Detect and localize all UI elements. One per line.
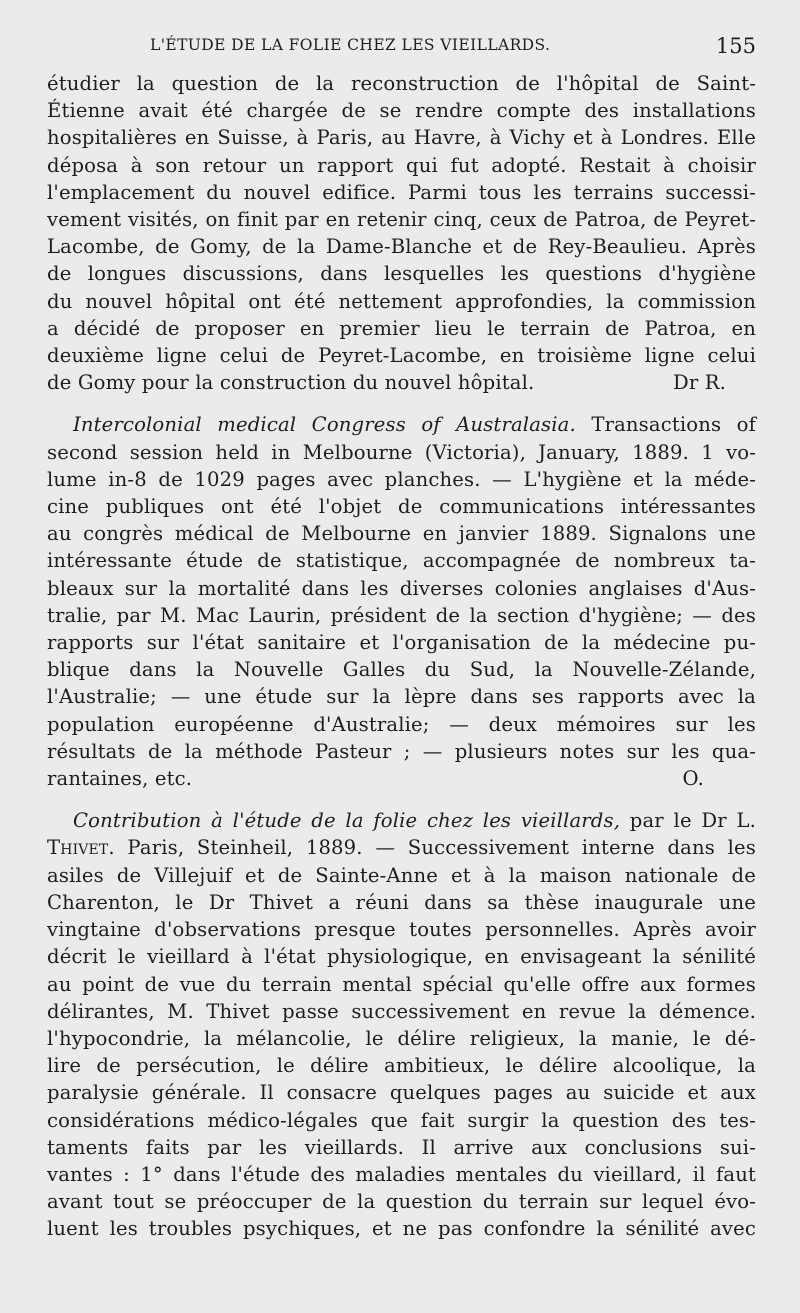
paragraph-intercolonial-congress (47, 411, 756, 792)
text-line: tralie, par M. Mac Laurin, président de la section d'hygiène; — des (47, 603, 756, 627)
text-line: hospitalières en Suisse, à Paris, au Havre, à Vichy et à Londres. Elle (47, 126, 756, 150)
text-line: taments faits par les vieillards. Il arrive aux conclusions sui- (47, 1135, 756, 1159)
text-line: intéressante étude de statistique, accompagnée de nombreux ta- (47, 549, 756, 573)
publication-title: Contribution à l'étude de la folie chez les vieillards, (73, 809, 621, 833)
text-line: de longues discussions, dans lesquelles les questions d'hygiène (47, 262, 756, 286)
text-line: de Gomy pour la construction du nouvel hôpital. (47, 371, 535, 395)
text-line: lume in-8 de 1029 pages avec planches. — L'hygiène et la méde- (47, 467, 756, 491)
text-line: Lacombe, de Gomy, de la Dame-Blanche et de Rey-Beaulieu. Après (47, 235, 756, 259)
text-line: avant tout se préoccuper de la question du terrain sur lequel évo- (47, 1190, 756, 1214)
text-line: population européenne d'Australie; — deux mémoires sur les (47, 712, 756, 736)
running-header (47, 34, 756, 64)
text-line: cine publiques ont été l'objet de communications intéressantes (47, 495, 756, 519)
text-line: asiles de Villejuif et de Sainte-Anne et à la maison nationale de (47, 863, 756, 887)
signature-line (47, 765, 756, 792)
text-line: paralysie générale. Il consacre quelques pages au suicide et aux (47, 1081, 756, 1105)
text-line: vement visités, on finit par en retenir cinq, ceux de Patroa, de Peyret- (47, 208, 756, 232)
text-line: bleaux sur la mortalité dans les diverses colonies anglaises d'Aus- (47, 576, 756, 600)
signature-line (47, 369, 756, 396)
text-line: délirantes, M. Thivet passe successivement en revue la démence. (47, 999, 756, 1023)
paragraph-folie-vieillards (47, 807, 756, 1242)
text-line: étudier la question de la reconstruction de l'hôpital de Saint- (47, 72, 756, 95)
text-line: du nouvel hôpital ont été nettement approfondies, la commission (47, 289, 756, 313)
text-line: blique dans la Nouvelle Galles du Sud, la Nouvelle-Zélande, (47, 658, 756, 682)
text-line: rantaines, etc. (47, 767, 193, 791)
text-fragment: . Paris, Steinheil, 1889. — Successivement interne dans les (108, 836, 756, 860)
paragraph-hospital-report (47, 70, 756, 396)
text-line (47, 834, 756, 861)
author-signature: O. (682, 767, 704, 791)
text-fragment: Transactions of (575, 413, 757, 437)
text-line: l'Australie; — une étude sur la lèpre dans ses rapports avec la (47, 685, 756, 709)
text-line: Charenton, le Dr Thivet a réuni dans sa thèse inaugurale une (47, 890, 756, 914)
text-line: luent les troubles psychiques, et ne pas confondre la sénilité avec (47, 1217, 756, 1241)
text-line: lire de persécution, le délire ambitieux, le délire alcoolique, la (47, 1054, 756, 1078)
text-line: a décidé de proposer en premier lieu le terrain de Patroa, en (47, 316, 756, 340)
text-line: déposa à son retour un rapport qui fut adopté. Restait à choisir (47, 153, 756, 177)
text-line: l'hypocondrie, la mélancolie, le délire religieux, la manie, le dé- (47, 1026, 756, 1050)
text-line (47, 807, 756, 834)
text-line: considérations médico-légales que fait surgir la question des tes- (47, 1108, 756, 1132)
text-line: vantes : 1° dans l'étude des maladies mentales du vieillard, il faut (47, 1162, 756, 1186)
text-line: au point de vue du terrain mental spécial qu'elle offre aux formes (47, 972, 756, 996)
text-line: l'emplacement du nouvel edifice. Parmi tous les terrains successi- (47, 180, 756, 204)
text-line: second session held in Melbourne (Victoria), January, 1889. 1 vo- (47, 440, 756, 464)
text-line: résultats de la méthode Pasteur ; — plusieurs notes sur les qua- (47, 739, 756, 763)
page-number: 155 (715, 34, 756, 58)
text-fragment: par le Dr L. (620, 809, 756, 833)
text-line: Étienne avait été chargée de se rendre compte des installations (47, 99, 756, 123)
text-line: vingtaine d'observations presque toutes personnelles. Après avoir (47, 918, 756, 942)
text-line (47, 411, 756, 438)
text-line: au congrès médical de Melbourne en janvier 1889. Signalons une (47, 522, 756, 546)
running-title: L'ÉTUDE DE LA FOLIE CHEZ LES VIEILLARDS. (150, 36, 551, 54)
text-line: rapports sur l'état sanitaire et l'organisation de la médecine pu- (47, 631, 756, 655)
text-line: décrit le vieillard à l'état physiologique, en envisageant la sénilité (47, 945, 756, 969)
author-name: Thivet (47, 836, 109, 860)
publication-title: Intercolonial medical Congress of Australasia. (73, 413, 576, 437)
author-signature: Dr R. (672, 371, 726, 395)
text-line: deuxième ligne celui de Peyret-Lacombe, en troisième ligne celui (47, 344, 756, 368)
